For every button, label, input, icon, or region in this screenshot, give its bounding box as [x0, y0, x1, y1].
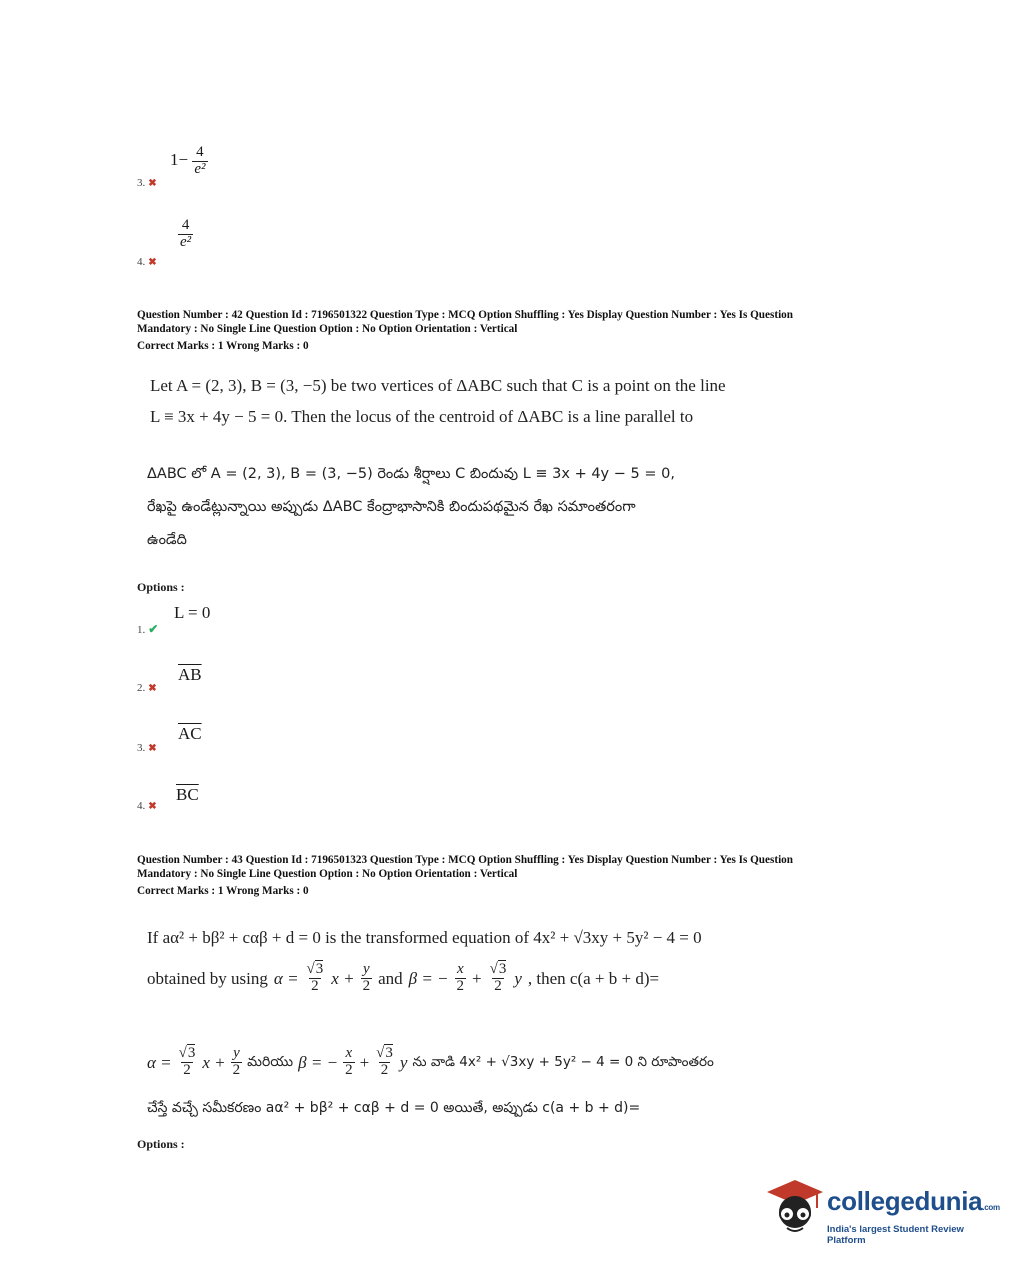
- q43-english-line2: obtained by using α = $\frac{√3}{2}$ x + $\frac{y}{2}$ and β = − $\frac{x}{2}$ + $\frac{√3}{2}$ y , then c(a + b + d)=: [147, 961, 660, 994]
- q43-english-line1: If aα² + bβ² + cαβ + d = 0 is the transformed equation of 4x² + √3xy + 5y² − 4 = 0: [147, 928, 702, 947]
- q43-meta: [137, 853, 877, 898]
- prev-option-4-marker: 4. ✖: [137, 256, 157, 268]
- q42-option-2-marker: 2. ✖: [137, 682, 157, 694]
- check-icon: ✔: [148, 622, 159, 636]
- wrong-icon: ✖: [148, 801, 157, 812]
- prev-option-3-expression: 1− $\frac{4}{\text{e²}}$: [170, 144, 206, 177]
- q42-meta: [137, 308, 877, 353]
- q42-option-1-marker: 1. ✔: [137, 622, 159, 636]
- prev-option-4-expression: $\frac{4}{\text{e²}}$: [180, 217, 192, 250]
- q42-meta-line1: Question Number : 42 Question Id : 7196501322 Question Type : MCQ Option Shuffling : Yes Display Question Number : Yes Is Question: [137, 309, 793, 321]
- wrong-icon: ✖: [148, 257, 157, 268]
- q42-option-4-text: $\overline{BC}$: [176, 785, 199, 804]
- prev-option-3-marker: 3. ✖: [137, 177, 157, 189]
- q43-meta-line1: Question Number : 43 Question Id : 7196501323 Question Type : MCQ Option Shuffling : Yes Display Question Number : Yes Is Question: [137, 854, 793, 866]
- q43-telugu-line2: చేస్తే వచ్చే సమీకరణం aα² + bβ² + cαβ + d = 0 అయితే, అప్పుడు c(a + b + d)=: [147, 1100, 641, 1116]
- mascot-icon: [765, 1178, 825, 1240]
- q42-marks: Correct Marks : 1 Wrong Marks : 0: [137, 340, 309, 352]
- q42-option-4-marker: 4. ✖: [137, 800, 157, 812]
- logo-tagline: India's largest Student Review Platform: [827, 1224, 964, 1246]
- q42-option-2-text: $\overline{AB}$: [178, 665, 202, 684]
- q42-option-3-marker: 3. ✖: [137, 742, 157, 754]
- q43-marks: Correct Marks : 1 Wrong Marks : 0: [137, 885, 309, 897]
- wrong-icon: ✖: [148, 178, 157, 189]
- q43-options-label: Options :: [137, 1137, 185, 1151]
- collegedunia-logo: [765, 1178, 1000, 1248]
- q42-option-1-text: L = 0: [174, 603, 211, 622]
- q42-english-text: Let A = (2, 3), B = (3, −5) be two vertices of ΔABC such that C is a point on the line L ≡ 3x + 4y − 5 = 0. Then the locus of the centroid of ΔABC is a line parallel to: [150, 376, 726, 426]
- q42-meta-line2: Mandatory : No Single Line Question Option : No Option Orientation : Vertical: [137, 323, 518, 335]
- q43-telugu-line1: α = $\frac{√3}{2}$ x + $\frac{y}{2}$ మరియు β = − $\frac{x}{2}$ + $\frac{√3}{2}$ y ను వాడి 4x² + √3xy + 5y² − 4 = 0 ని రూపాంతరం: [147, 1045, 714, 1078]
- q42-option-3-text: $\overline{AC}$: [178, 724, 202, 743]
- wrong-icon: ✖: [148, 743, 157, 754]
- q42-options-label: Options :: [137, 580, 185, 594]
- wrong-icon: ✖: [148, 683, 157, 694]
- logo-name: collegedunia.com: [827, 1186, 1000, 1216]
- q43-meta-line2: Mandatory : No Single Line Question Option : No Option Orientation : Vertical: [137, 868, 518, 880]
- q42-telugu-text: ΔABC లో A = (2, 3), B = (3, −5) రెండు శీర్షాలు C బిందువు L ≡ 3x + 4y − 5 = 0, రేఖపై ఉండేట్లున్నాయి అప్పుడు ΔABC కేంద్రాభాసానికి బిందుపథమైన రేఖ సమాంతరంగా ఉండేది: [147, 466, 675, 548]
